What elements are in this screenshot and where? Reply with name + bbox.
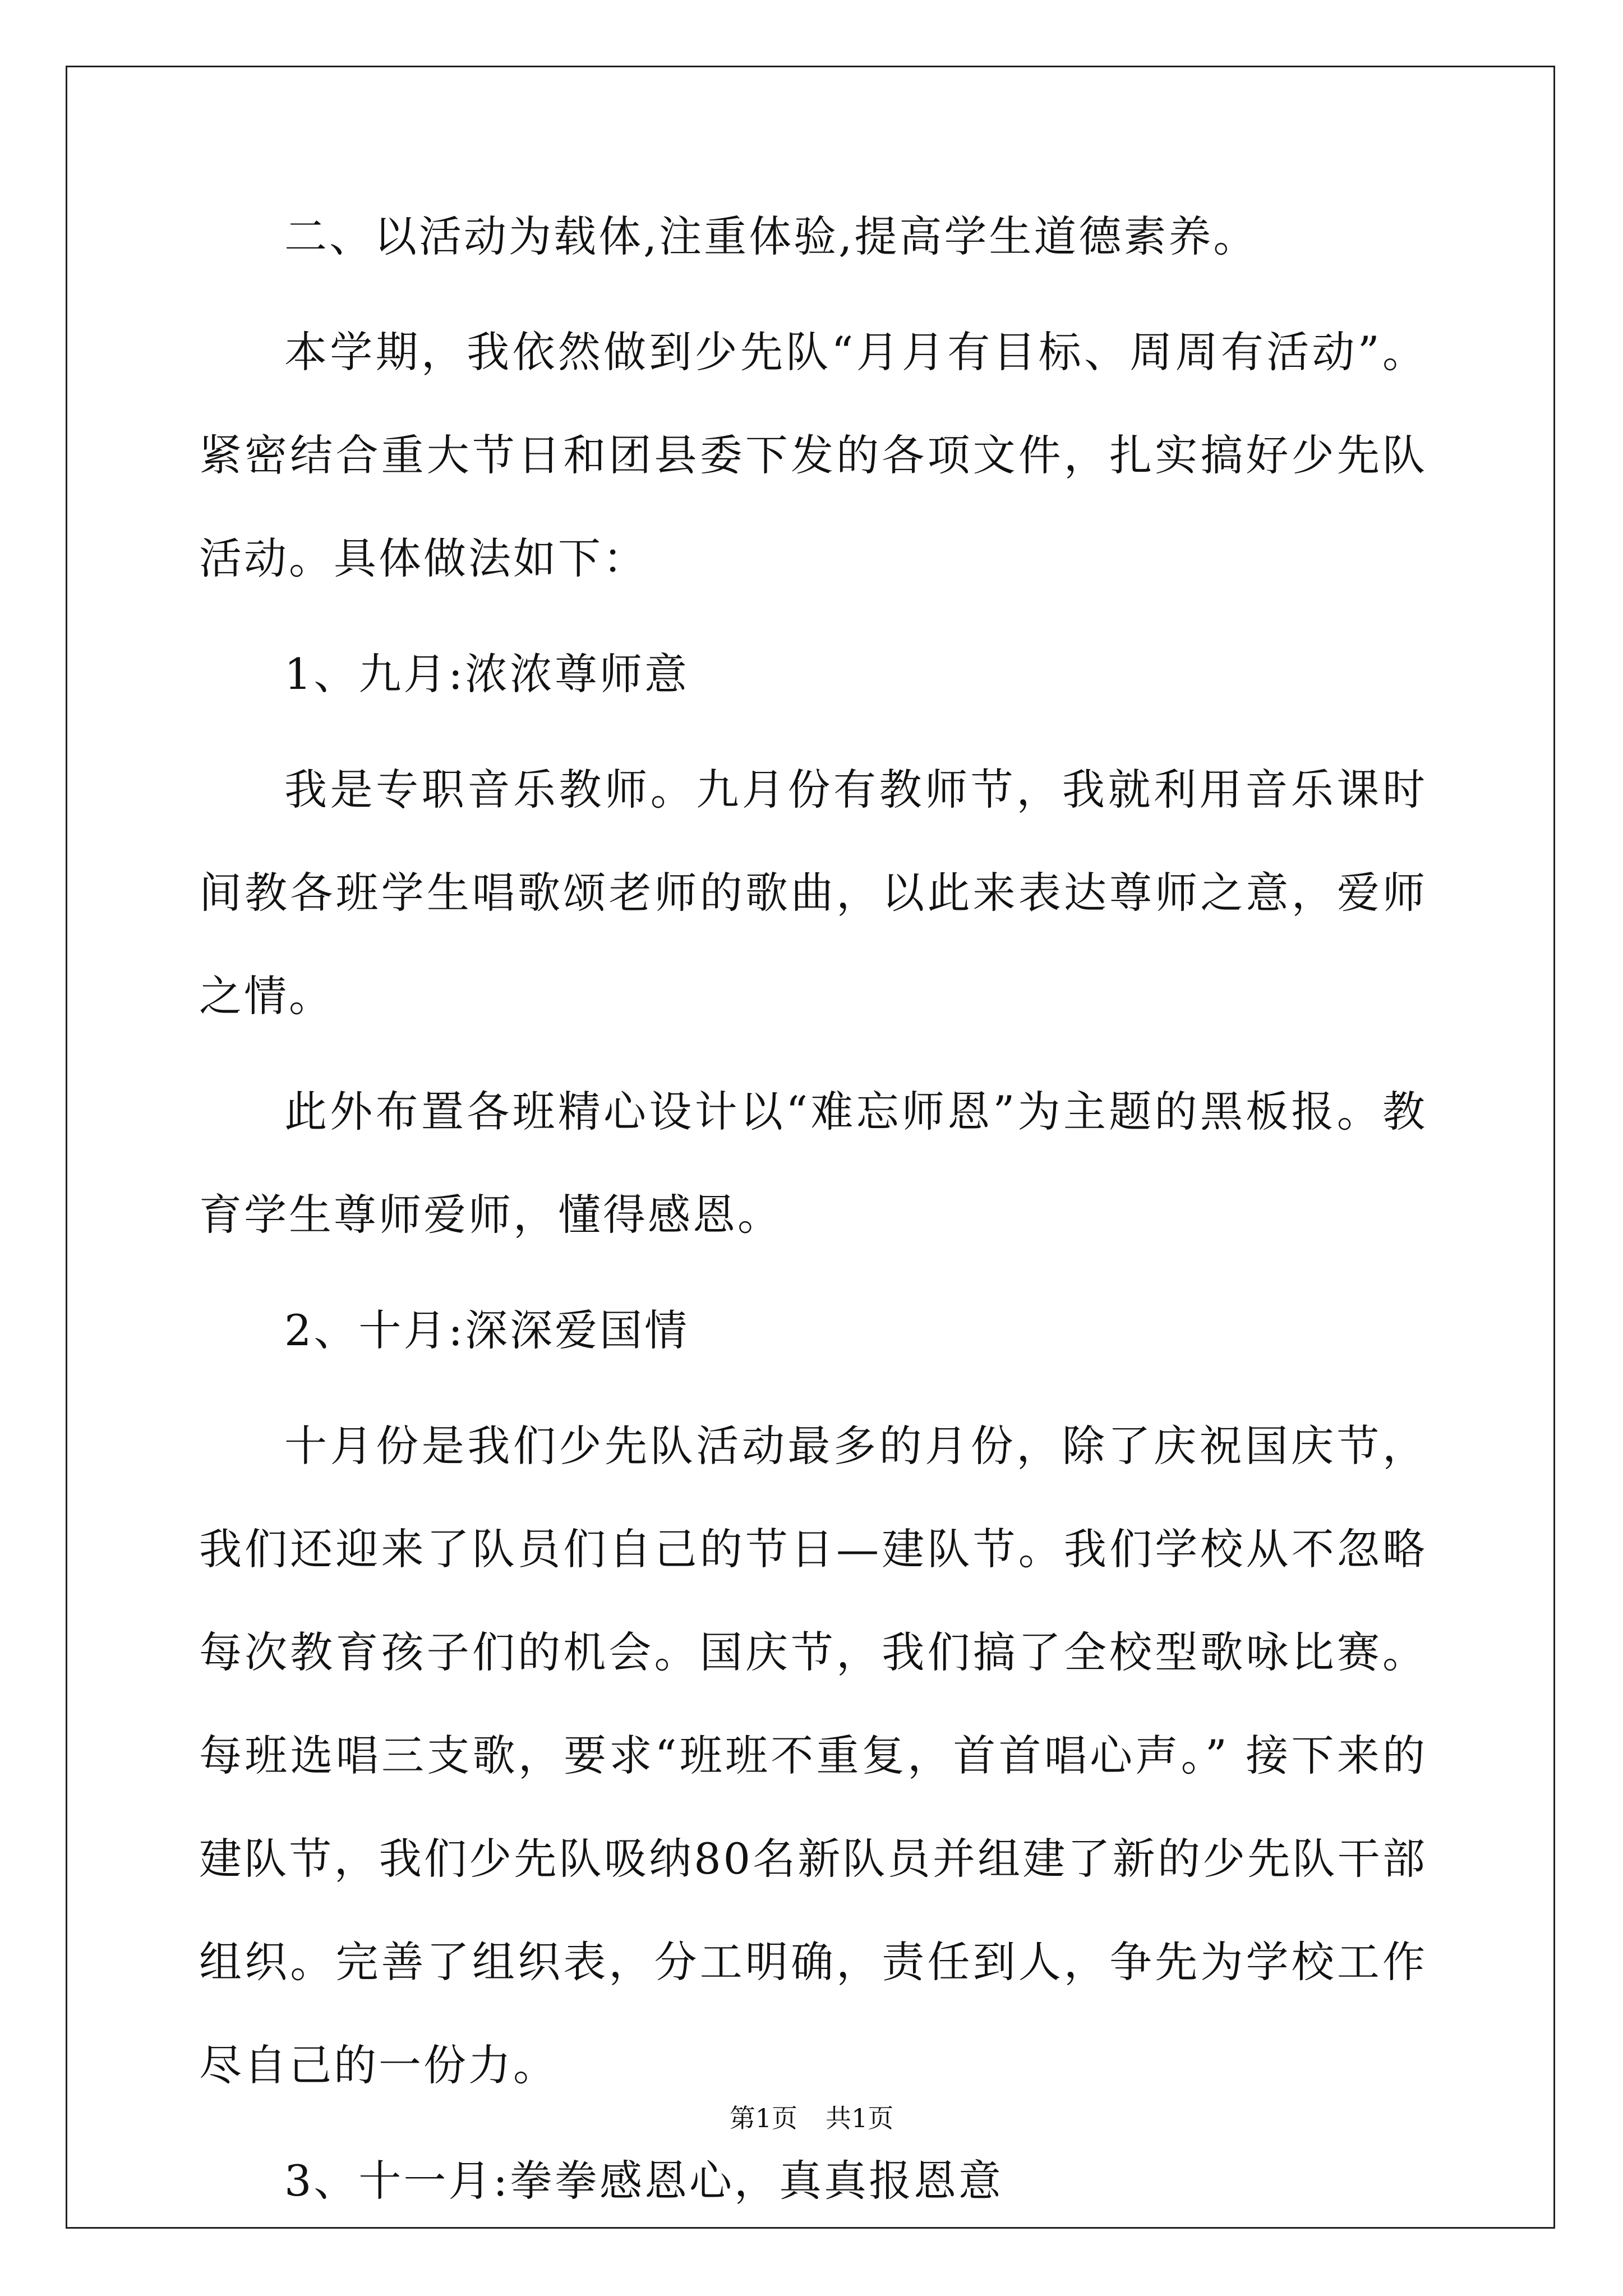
- item-heading-october: 2、十月:深深爱国情: [284, 1305, 689, 1355]
- item-heading-september: 1、九月:浓浓尊师意: [284, 649, 689, 699]
- paragraph-october: 十月份是我们少先队活动最多的月份，除了庆祝国庆节，我们还迎来了队员们自己的节日—建队节。我们学校从不忽略每次教育孩子们的机会。国庆节，我们搞了全校型歌咏比赛。每班选唱三支歌，要求“班班不重复，首首唱心声。” 接下来的建队节，我们少先队吸纳80名新队员并组建了新的少先队干部组织。完善了组织表，分工明确，责任到人，争先为学校工作尽自己的一份力。: [199, 1421, 1427, 2090]
- page-number: 第1页: [729, 2103, 797, 2133]
- paragraph-september-2: 此外布置各班精心设计以“难忘师恩”为主题的黑板报。教育学生尊师爱师，懂得感恩。: [199, 1087, 1427, 1240]
- page-total: 共1页: [826, 2103, 894, 2133]
- section-heading-2: 二、以活动为载体,注重体验,提高学生道德素养。: [284, 211, 1258, 261]
- page-footer: [0, 2098, 1623, 2135]
- paragraph-september-1: 我是专职音乐教师。九月份有教师节，我就利用音乐课时间教各班学生唱歌颂老师的歌曲，以此来表达尊师之意，爱师之情。: [199, 765, 1427, 1021]
- document-body: [199, 185, 1427, 2233]
- paragraph-intro: 本学期，我依然做到少先队“月月有目标、周周有活动”。紧密结合重大节日和团县委下发的各项文件，扎实搞好少先队活动。具体做法如下：: [199, 327, 1427, 583]
- item-heading-november: 3、十一月:拳拳感恩心，真真报恩意: [284, 2156, 1003, 2206]
